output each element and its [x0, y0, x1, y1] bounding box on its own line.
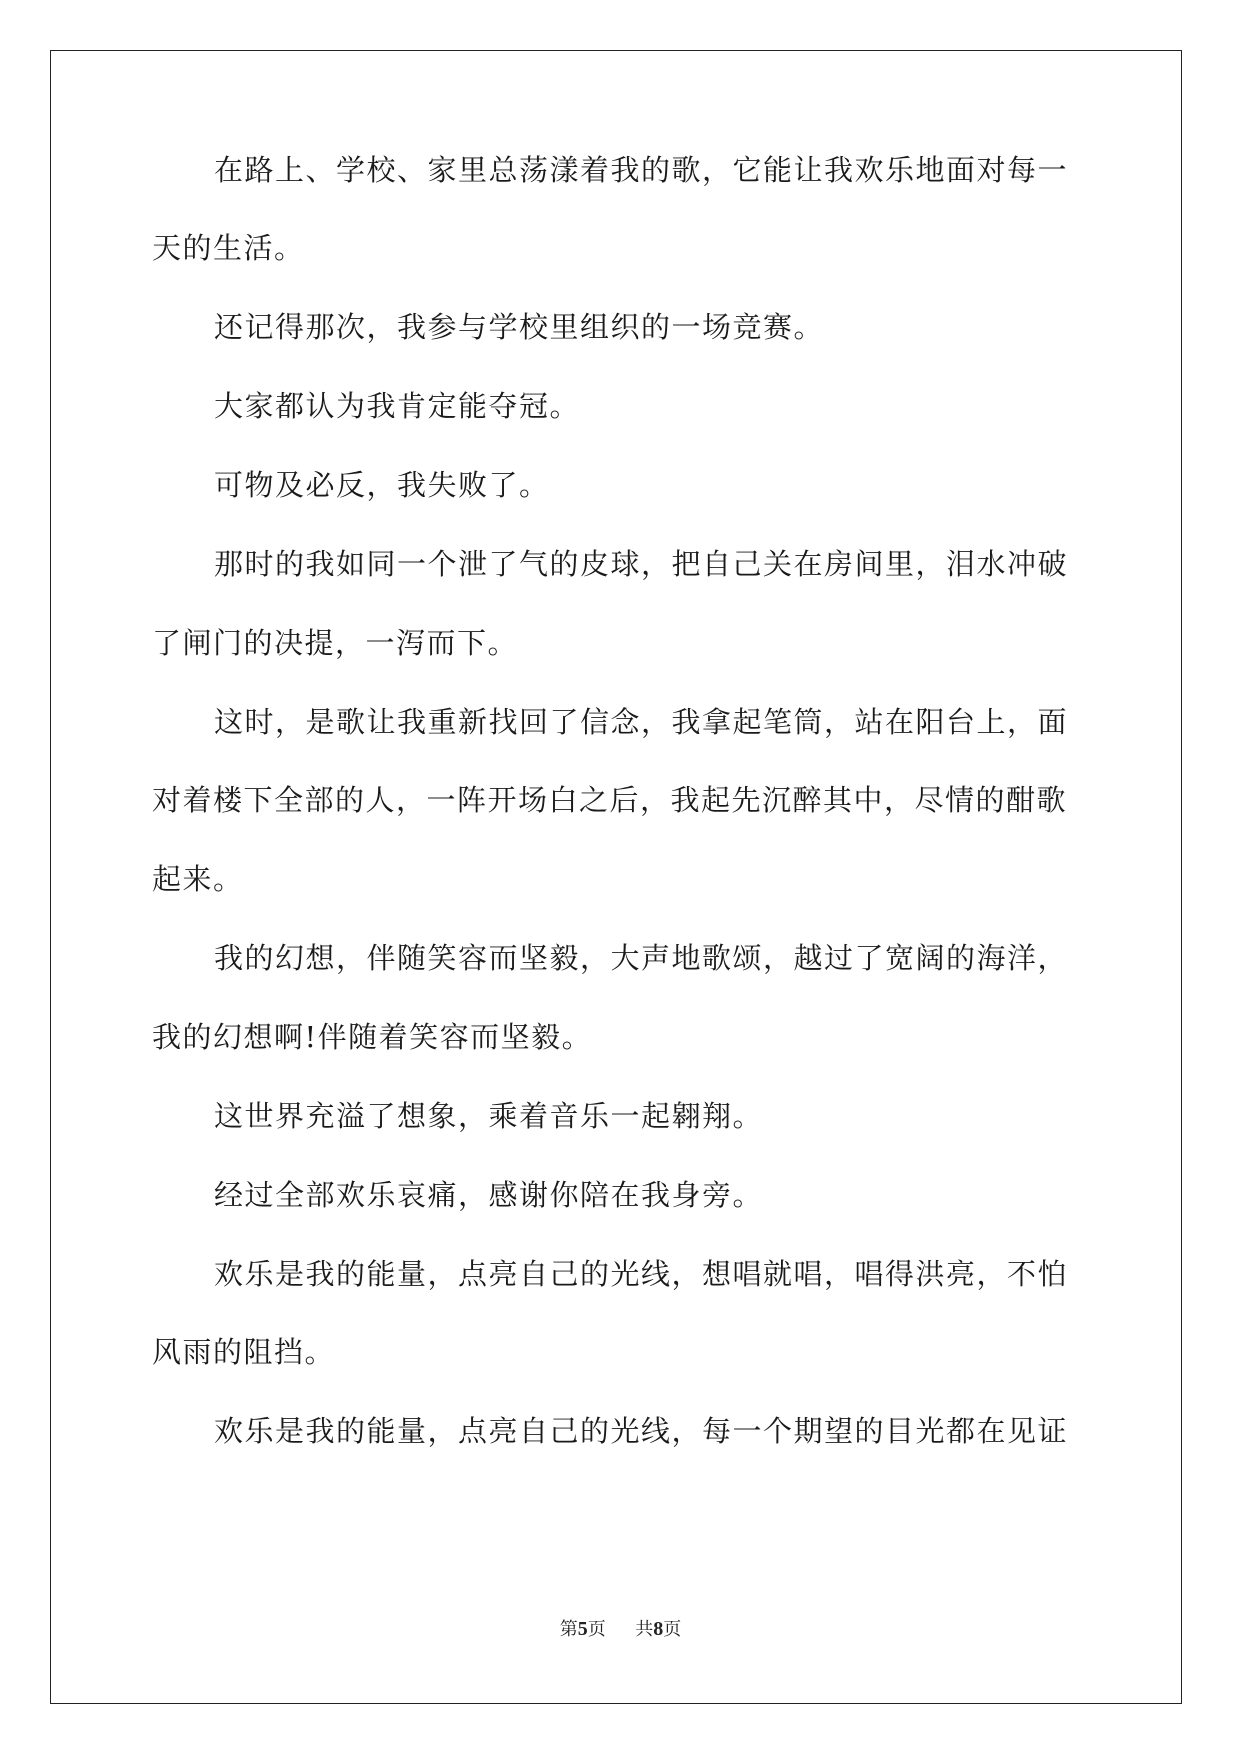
text-line: 我的幻想啊!伴随着笑容而坚毅。: [152, 1020, 593, 1054]
page-footer: [0, 1615, 1241, 1641]
text-line: 对着楼下全部的人，一阵开场白之后，我起先沉醉其中，尽情的酣歌: [152, 783, 1068, 817]
text-line: 还记得那次，我参与学校里组织的一场竞赛。: [214, 310, 825, 344]
text-line: 风雨的阻挡。: [152, 1335, 336, 1369]
text-line: 我的幻想，伴随笑容而坚毅，大声地歌颂，越过了宽阔的海洋，: [214, 941, 1069, 975]
text-line: 这时，是歌让我重新找回了信念，我拿起笔筒，站在阳台上，面: [214, 705, 1069, 739]
page-total: 共8页: [635, 1618, 682, 1640]
text-line: 大家都认为我肯定能夺冠。: [214, 389, 581, 423]
text-line: 在路上、学校、家里总荡漾着我的歌，它能让我欢乐地面对每一: [214, 153, 1069, 187]
text-line: 欢乐是我的能量，点亮自己的光线，想唱就唱，唱得洪亮，不怕: [214, 1257, 1069, 1291]
text-line: 这世界充溢了想象，乘着音乐一起翱翔。: [214, 1099, 764, 1133]
text-line: 经过全部欢乐哀痛，感谢你陪在我身旁。: [214, 1178, 764, 1212]
text-line: 可物及必反，我失败了。: [214, 468, 550, 502]
text-line: 天的生活。: [152, 231, 305, 265]
text-line: 那时的我如同一个泄了气的皮球，把自己关在房间里，泪水冲破: [214, 547, 1069, 581]
text-line: 了闸门的决提，一泻而下。: [152, 626, 519, 660]
text-line: 欢乐是我的能量，点亮自己的光线，每一个期望的目光都在见证: [214, 1414, 1069, 1448]
page-number: 第5页: [559, 1618, 606, 1640]
text-line: 起来。: [152, 862, 244, 896]
